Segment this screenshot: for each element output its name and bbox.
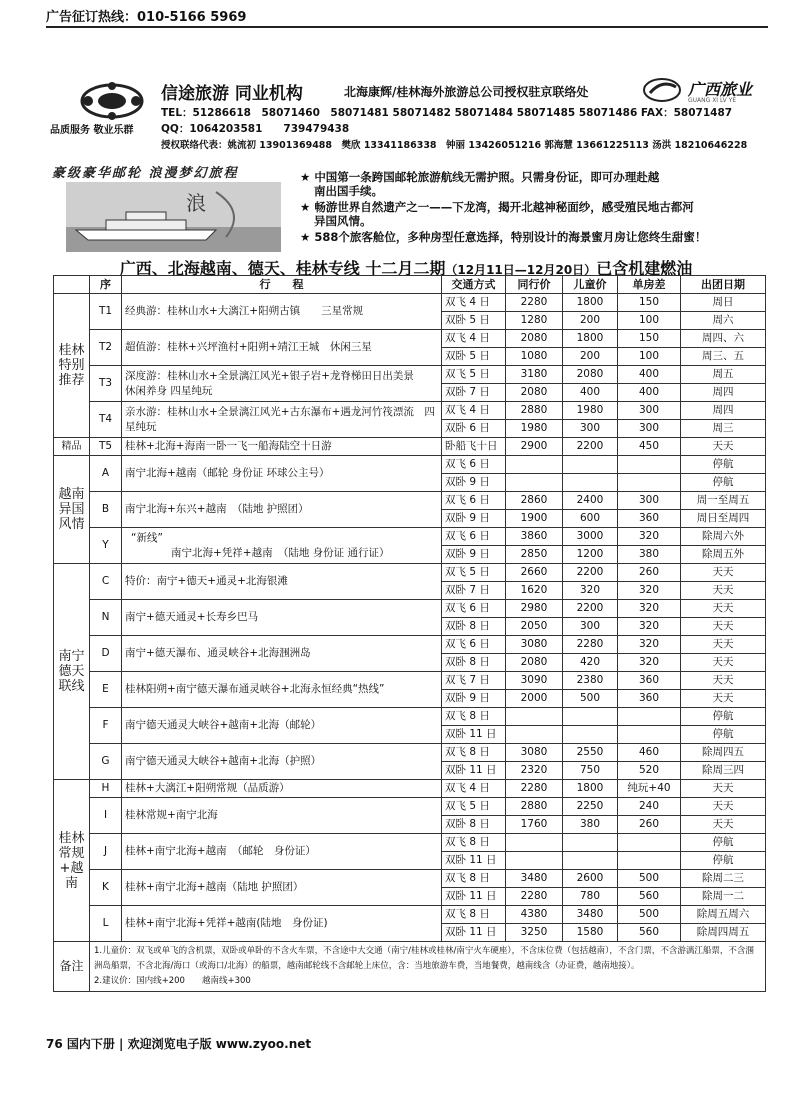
table-cell: 停航 [681, 474, 766, 492]
table-cell: 380 [618, 546, 681, 564]
table-cell: 300 [618, 420, 681, 438]
tour-route: 南宁+德天通灵+长寿乡巴马 [122, 600, 442, 636]
tour-code: F [90, 708, 122, 744]
table-cell: 双卧 11 日 [442, 888, 506, 906]
table-cell: 双飞 6 日 [442, 636, 506, 654]
table-cell: 320 [618, 582, 681, 600]
cruise-ship-image [66, 182, 281, 252]
table-cell: 1800 [563, 294, 618, 312]
promo-bullet: ★ 588个旅客舱位，多种房型任意选择，特别设计的海景蜜月房让您终生甜蜜！ [300, 230, 707, 244]
table-cell: 200 [563, 348, 618, 366]
table-cell: 300 [618, 492, 681, 510]
table-cell: 双飞 8 日 [442, 834, 506, 852]
table-cell: 天天 [681, 600, 766, 618]
table-header-row [54, 276, 766, 294]
guangxi-logo-text: 广西旅业 [688, 80, 753, 99]
table-cell: 双卧 9 日 [442, 474, 506, 492]
table-cell: 双飞 4 日 [442, 294, 506, 312]
table-cell: 2380 [563, 672, 618, 690]
table-cell: 2050 [506, 618, 563, 636]
tour-code: N [90, 600, 122, 636]
tour-code: T2 [90, 330, 122, 366]
tour-route: 南宁北海+越南（邮轮 身份证 环球公主号） [122, 456, 442, 492]
table-cell: 周五 [681, 366, 766, 384]
table-cell [618, 834, 681, 852]
tour-route: 南宁德天通灵大峡谷+越南+北海（护照） [122, 744, 442, 780]
group-label: 桂林常规+越南 [54, 780, 90, 942]
table-cell: 3000 [563, 528, 618, 546]
table-cell: 2280 [506, 294, 563, 312]
table-cell: 2400 [563, 492, 618, 510]
table-cell: 双飞 6 日 [442, 456, 506, 474]
table-cell: 除周六外 [681, 528, 766, 546]
table-row [54, 528, 766, 546]
tour-code: E [90, 672, 122, 708]
table-cell: 双卧 8 日 [442, 618, 506, 636]
table-cell: 260 [618, 564, 681, 582]
table-cell: 400 [563, 384, 618, 402]
table-cell: 除周四五 [681, 744, 766, 762]
table-cell: 2200 [563, 564, 618, 582]
table-cell: 周六 [681, 312, 766, 330]
tour-code: I [90, 798, 122, 834]
table-cell: 双飞 6 日 [442, 492, 506, 510]
centour-logo-icon [76, 81, 148, 121]
tour-code: Y [90, 528, 122, 564]
table-cell: 天天 [681, 582, 766, 600]
table-cell [618, 708, 681, 726]
table-cell [563, 726, 618, 744]
table-cell: 天天 [681, 438, 766, 456]
tour-route: 桂林+北海+海南一卧一飞一船海陆空十日游 [122, 438, 442, 456]
table-cell: 停航 [681, 456, 766, 474]
star-icon: ★ [300, 170, 311, 184]
table-cell: 2080 [506, 654, 563, 672]
tour-code: J [90, 834, 122, 870]
tour-code: H [90, 780, 122, 798]
table-cell: 2880 [506, 798, 563, 816]
table-cell: 2550 [563, 744, 618, 762]
tour-route: 南宁北海+东兴+越南 （陆地 护照团） [122, 492, 442, 528]
table-cell [506, 834, 563, 852]
table-cell: 150 [618, 330, 681, 348]
table-cell [563, 456, 618, 474]
table-cell: 2660 [506, 564, 563, 582]
table-cell: 双飞 4 日 [442, 780, 506, 798]
table-cell: 320 [618, 600, 681, 618]
table-row [54, 780, 766, 798]
promo-title: 豪级豪华邮轮 浪漫梦幻旅程 [52, 166, 239, 181]
table-cell: 2080 [563, 366, 618, 384]
table-cell: 卧船飞十日 [442, 438, 506, 456]
table-cell: 2080 [506, 330, 563, 348]
table-cell: 1620 [506, 582, 563, 600]
promo-bullet: ★ 中国第一条跨国邮轮旅游航线无需护照。只需身份证，即可办理赴越 南出国手续。 [300, 170, 660, 198]
table-cell: 100 [618, 312, 681, 330]
top-rule [46, 26, 768, 28]
qq-numbers: QQ：1064203581 739479438 [161, 123, 350, 135]
table-cell: 双卧 7 日 [442, 384, 506, 402]
page-footer: 76 国内下册 | 欢迎浏览电子版 www.zyoo.net [46, 1037, 312, 1051]
table-cell: 双飞 5 日 [442, 798, 506, 816]
table-cell: 双飞 6 日 [442, 528, 506, 546]
table-cell: 2280 [506, 780, 563, 798]
table-cell: 双卧 9 日 [442, 690, 506, 708]
col-header: 同行价 [506, 276, 563, 294]
tour-route: 桂林+南宁北海+越南（陆地 护照团） [122, 870, 442, 906]
table-cell [506, 474, 563, 492]
table-cell: 360 [618, 672, 681, 690]
table-cell: 双卧 5 日 [442, 312, 506, 330]
tour-code: D [90, 636, 122, 672]
tour-route: 经典游：桂林山水+大漓江+阳朔古镇 三星常规 [122, 294, 442, 330]
col-header: 行 程 [122, 276, 442, 294]
table-cell: 1200 [563, 546, 618, 564]
tour-route: “新线” 南宁北海+凭祥+越南 （陆地 身份证 通行证） [122, 528, 442, 564]
group-label: 越南异国风情 [54, 456, 90, 564]
table-cell [563, 834, 618, 852]
table-cell: 双飞 5 日 [442, 366, 506, 384]
tour-code: T4 [90, 402, 122, 438]
table-row [54, 456, 766, 474]
table-cell: 2600 [563, 870, 618, 888]
table-cell: 450 [618, 438, 681, 456]
table-cell: 双卧 6 日 [442, 420, 506, 438]
tour-code: T3 [90, 366, 122, 402]
table-cell: 1280 [506, 312, 563, 330]
table-cell: 除周三四 [681, 762, 766, 780]
table-cell [506, 726, 563, 744]
table-cell: 周三 [681, 420, 766, 438]
tour-route: 南宁+德天瀑布、通灵峡谷+北海涠洲岛 [122, 636, 442, 672]
table-cell: 400 [618, 366, 681, 384]
table-cell: 双卧 11 日 [442, 726, 506, 744]
table-cell: 双飞 8 日 [442, 870, 506, 888]
table-cell: 420 [563, 654, 618, 672]
table-cell: 320 [563, 582, 618, 600]
table-cell: 双卧 11 日 [442, 852, 506, 870]
table-cell: 1760 [506, 816, 563, 834]
table-cell: 周日至周四 [681, 510, 766, 528]
table-cell: 2280 [506, 888, 563, 906]
group-label: 南宁德天联线 [54, 564, 90, 780]
brand-subtitle: 北海康辉/桂林海外旅游总公司授权驻京联络处 [344, 85, 589, 99]
table-cell: 双飞 8 日 [442, 744, 506, 762]
table-cell: 天天 [681, 672, 766, 690]
table-cell: 双飞 4 日 [442, 330, 506, 348]
table-cell: 2280 [563, 636, 618, 654]
table-cell: 600 [563, 510, 618, 528]
table-cell: 双卧 9 日 [442, 510, 506, 528]
table-cell: 除周四周五 [681, 924, 766, 942]
section-banner: 广西、北海越南、德天、桂林专线 十二月二期（12月11日—12月20日）已含机建燃油 [119, 259, 693, 278]
table-cell: 320 [618, 636, 681, 654]
table-row [54, 492, 766, 510]
table-row [54, 708, 766, 726]
table-cell [506, 852, 563, 870]
table-cell: 240 [618, 798, 681, 816]
table-cell: 天天 [681, 564, 766, 582]
table-cell: 天天 [681, 816, 766, 834]
table-cell: 双卧 8 日 [442, 654, 506, 672]
table-cell: 3480 [506, 870, 563, 888]
group-label: 备注 [54, 942, 90, 992]
table-cell: 周日 [681, 294, 766, 312]
table-cell: 周一至周五 [681, 492, 766, 510]
table-cell: 双卧 11 日 [442, 924, 506, 942]
group-label: 桂林特别推荐 [54, 294, 90, 438]
ad-hotline: 广告征订热线：010-5166 5969 [46, 10, 247, 25]
tour-route: 超值游：桂林+兴坪渔村+阳朔+靖江王城 休闲三星 [122, 330, 442, 366]
table-cell: 除周五外 [681, 546, 766, 564]
table-cell [618, 474, 681, 492]
table-cell: 天天 [681, 780, 766, 798]
table-cell: 460 [618, 744, 681, 762]
table-cell: 除周一二 [681, 888, 766, 906]
table-cell: 停航 [681, 834, 766, 852]
col-header: 交通方式 [442, 276, 506, 294]
table-cell: 天天 [681, 798, 766, 816]
group-label: 精品 [54, 438, 90, 456]
promo-bullet: ★ 畅游世界自然遗产之一——下龙湾，揭开北越神秘面纱，感受殖民地古都河 异国风情。 [300, 200, 694, 228]
table-cell: 2320 [506, 762, 563, 780]
guangxi-logo-subtext: GUANG XI LV YE [688, 97, 737, 104]
table-cell: 1080 [506, 348, 563, 366]
promo-bullets [300, 170, 770, 246]
table-cell: 320 [618, 528, 681, 546]
notes-row [54, 942, 766, 992]
table-cell: 双飞 4 日 [442, 402, 506, 420]
table-cell: 1900 [506, 510, 563, 528]
table-cell: 320 [618, 654, 681, 672]
table-cell: 周四、六 [681, 330, 766, 348]
table-cell: 750 [563, 762, 618, 780]
tour-route: 桂林+南宁北海+越南 （邮轮 身份证） [122, 834, 442, 870]
table-cell: 周三、五 [681, 348, 766, 366]
table-cell: 天天 [681, 618, 766, 636]
table-cell: 300 [563, 420, 618, 438]
table-cell: 双飞 6 日 [442, 600, 506, 618]
tour-route: 桂林+大漓江+阳朔常规（品质游） [122, 780, 442, 798]
table-cell: 双卧 11 日 [442, 762, 506, 780]
table-cell: 周四 [681, 384, 766, 402]
table-cell [54, 276, 90, 294]
table-cell: 3080 [506, 744, 563, 762]
brand-title: 信途旅游 同业机构 [161, 84, 303, 104]
table-cell: 1580 [563, 924, 618, 942]
table-cell: 停航 [681, 852, 766, 870]
motto: 品质服务 敬业乐群 [50, 125, 134, 136]
tour-code: L [90, 906, 122, 942]
table-cell: 天天 [681, 690, 766, 708]
table-cell: 双卧 7 日 [442, 582, 506, 600]
table-cell: 2080 [506, 384, 563, 402]
table-cell: 260 [618, 816, 681, 834]
tour-code: K [90, 870, 122, 906]
table-cell: 500 [618, 906, 681, 924]
table-cell: 2200 [563, 600, 618, 618]
tour-price-table [53, 275, 766, 992]
table-cell: 3080 [506, 636, 563, 654]
table-cell: 3250 [506, 924, 563, 942]
table-cell: 停航 [681, 726, 766, 744]
tour-route: 深度游：桂林山水+全景漓江风光+银子岩+龙脊梯田日出美景 休闲养身 四星纯玩 [122, 366, 442, 402]
table-cell: 1800 [563, 330, 618, 348]
table-cell: 2000 [506, 690, 563, 708]
tour-code: G [90, 744, 122, 780]
table-row [54, 600, 766, 618]
table-cell: 200 [563, 312, 618, 330]
table-cell: 500 [563, 690, 618, 708]
table-row [54, 564, 766, 582]
table-cell: 双飞 8 日 [442, 708, 506, 726]
col-header: 儿童价 [563, 276, 618, 294]
table-cell: 380 [563, 816, 618, 834]
table-cell: 3090 [506, 672, 563, 690]
table-cell: 3480 [563, 906, 618, 924]
table-row [54, 438, 766, 456]
table-cell: 双飞 7 日 [442, 672, 506, 690]
table-cell [618, 726, 681, 744]
table-cell: 2900 [506, 438, 563, 456]
table-cell: 4380 [506, 906, 563, 924]
table-cell: 双飞 8 日 [442, 906, 506, 924]
table-cell: 双卧 5 日 [442, 348, 506, 366]
table-cell [618, 456, 681, 474]
table-cell: 320 [618, 618, 681, 636]
table-row [54, 402, 766, 420]
authorized-agents: 授权联络代表：姚流初 13901369488 樊欣 13341186338 钟丽 13426051216 郭海慧 13661225113 汤洪 18210646228 [161, 140, 748, 151]
table-cell [563, 474, 618, 492]
tour-code: T1 [90, 294, 122, 330]
table-cell [618, 852, 681, 870]
tour-route: 亲水游：桂林山水+全景漓江风光+古东瀑布+遇龙河竹筏漂流 四星纯玩 [122, 402, 442, 438]
table-cell [506, 456, 563, 474]
table-cell: 360 [618, 690, 681, 708]
table-row [54, 870, 766, 888]
col-header: 出团日期 [681, 276, 766, 294]
table-cell: 300 [618, 402, 681, 420]
tour-route: 桂林+南宁北海+凭祥+越南(陆地 身份证) [122, 906, 442, 942]
table-cell: 停航 [681, 708, 766, 726]
tour-route: 桂林阳朔+南宁德天瀑布通灵峡谷+北海永恒经典“热线” [122, 672, 442, 708]
table-cell: 1800 [563, 780, 618, 798]
table-row [54, 294, 766, 312]
table-cell: 1980 [506, 420, 563, 438]
table-cell: 双飞 5 日 [442, 564, 506, 582]
tour-route: 桂林常规+南宁北海 [122, 798, 442, 834]
table-cell [506, 708, 563, 726]
tel-fax: TEL：51286618 58071460 58071481 58071482 58071484 58071485 58071486 FAX：58071487 [161, 107, 733, 119]
table-cell: 除周二三 [681, 870, 766, 888]
table-row [54, 834, 766, 852]
col-header: 序 [90, 276, 122, 294]
table-cell: 天天 [681, 636, 766, 654]
table-cell: 除周五周六 [681, 906, 766, 924]
table-row [54, 672, 766, 690]
table-cell: 150 [618, 294, 681, 312]
table-cell: 780 [563, 888, 618, 906]
table-cell: 2200 [563, 438, 618, 456]
table-cell: 400 [618, 384, 681, 402]
table-cell: 2880 [506, 402, 563, 420]
table-cell: 300 [563, 618, 618, 636]
table-cell: 2980 [506, 600, 563, 618]
notes-text: 1.儿童价：双飞或单飞的含机票，双卧或单卧的不含火车票，不含途中大交通（南宁/桂林或桂林/南宁火车硬座），不含床位费（包括越南），不含门票，不含游漓江船票，不含涠洲岛船票，不含北海/海口（或海口/北海）的船票，越南邮轮线不含邮轮上床位，含：当地旅游车费，当地餐费，越南线含（办证费，越南地接）。 2.建议价：国内线+200 越南线+300 [90, 942, 766, 992]
star-icon: ★ [300, 230, 311, 244]
table-cell: 2250 [563, 798, 618, 816]
table-cell: 500 [618, 870, 681, 888]
table-row [54, 366, 766, 384]
tour-code: T5 [90, 438, 122, 456]
table-cell: 双卧 8 日 [442, 816, 506, 834]
table-cell: 2860 [506, 492, 563, 510]
table-cell: 纯玩+40 [618, 780, 681, 798]
table-cell: 1980 [563, 402, 618, 420]
table-cell: 520 [618, 762, 681, 780]
table-cell: 周四 [681, 402, 766, 420]
table-row [54, 330, 766, 348]
table-row [54, 636, 766, 654]
table-cell: 天天 [681, 654, 766, 672]
table-cell: 双卧 9 日 [442, 546, 506, 564]
tour-code: A [90, 456, 122, 492]
tour-route: 特价：南宁+德天+通灵+北海银滩 [122, 564, 442, 600]
table-cell [563, 708, 618, 726]
cruise-promo [46, 160, 766, 255]
table-cell: 560 [618, 924, 681, 942]
table-row [54, 906, 766, 924]
star-icon: ★ [300, 200, 311, 214]
tour-code: B [90, 492, 122, 528]
tour-route: 南宁德天通灵大峡谷+越南+北海（邮轮） [122, 708, 442, 744]
table-cell: 3860 [506, 528, 563, 546]
table-row [54, 798, 766, 816]
promo-image-word: 浪 [186, 191, 206, 215]
table-cell: 100 [618, 348, 681, 366]
table-cell [563, 852, 618, 870]
table-cell: 3180 [506, 366, 563, 384]
table-row [54, 744, 766, 762]
table-cell: 2850 [506, 546, 563, 564]
tour-code: C [90, 564, 122, 600]
col-header: 单房差 [618, 276, 681, 294]
table-cell: 560 [618, 888, 681, 906]
table-cell: 360 [618, 510, 681, 528]
